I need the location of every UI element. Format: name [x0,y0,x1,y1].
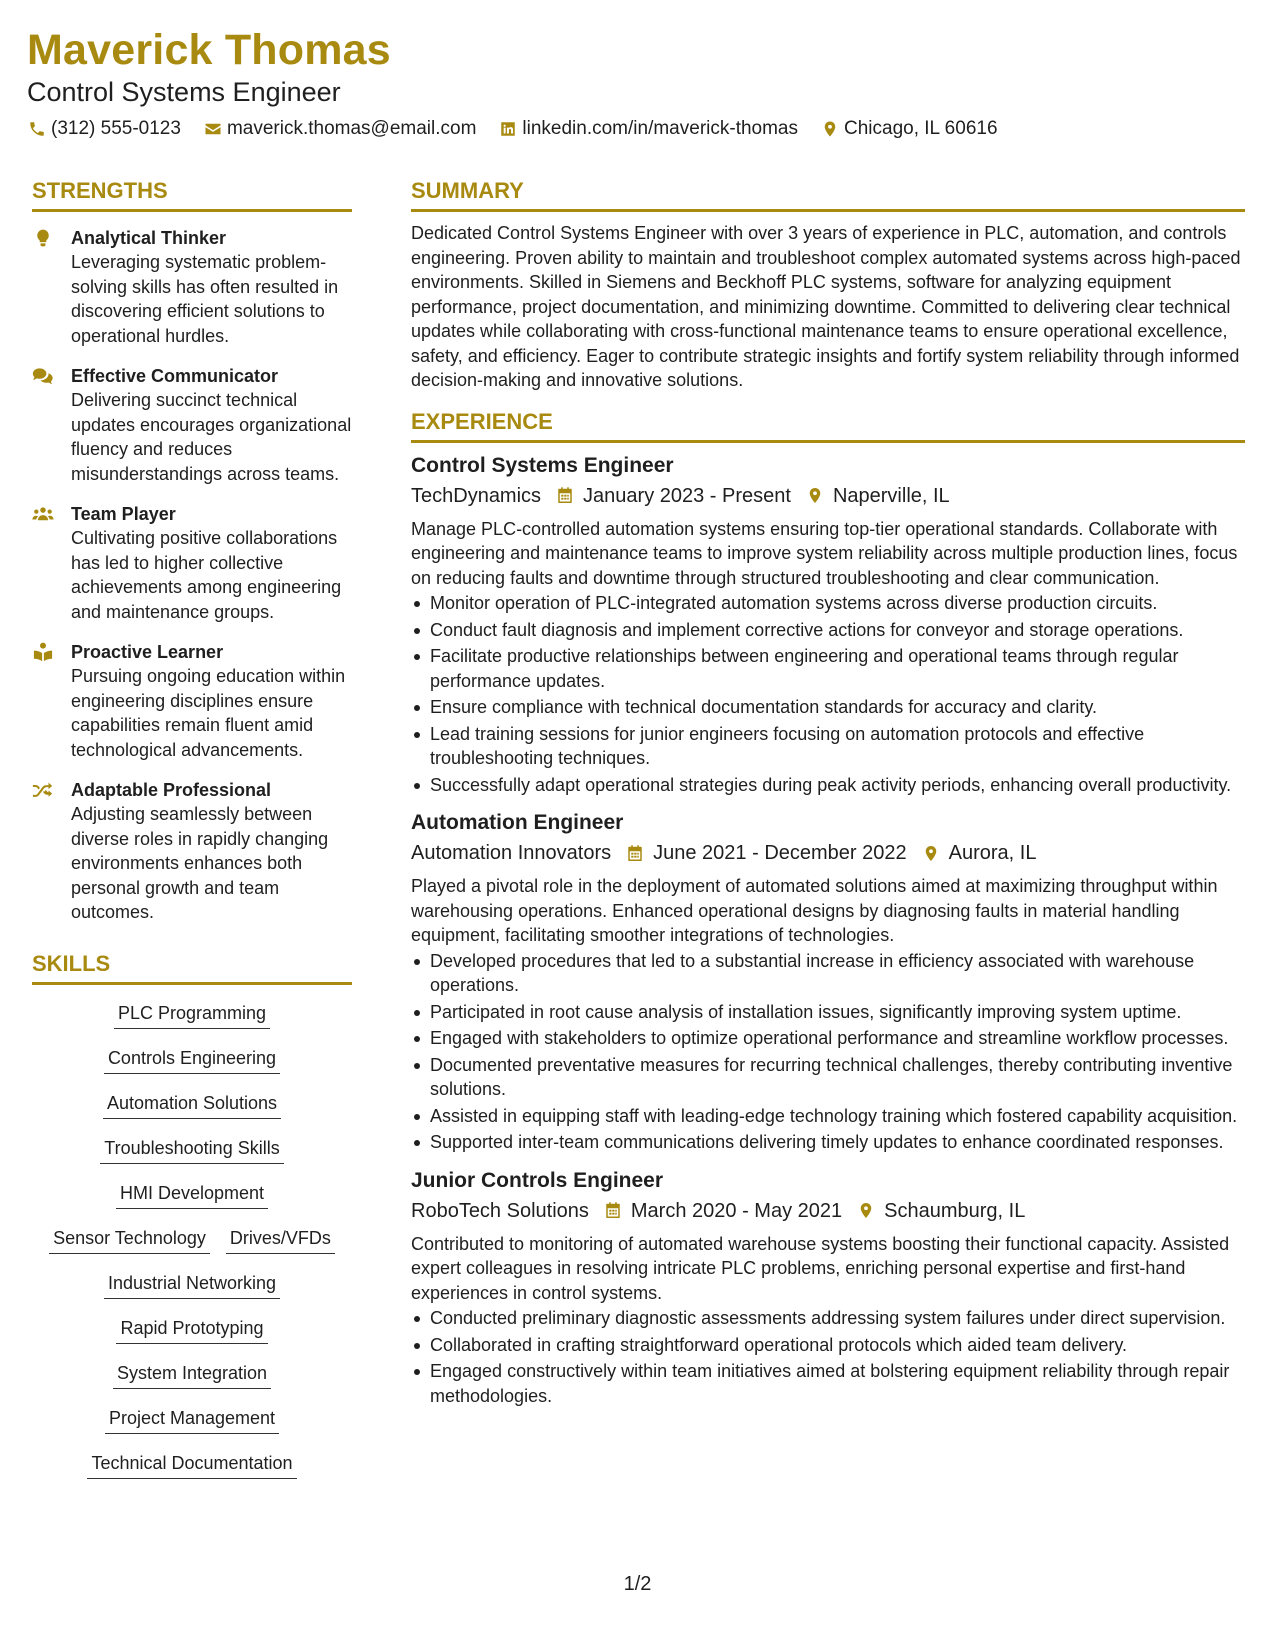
skill-tag: Sensor Technology [49,1226,210,1254]
book-reader-icon [32,640,71,762]
job-meta [411,482,1245,510]
skill-tag: Troubleshooting Skills [100,1136,283,1164]
linkedin-icon [498,119,518,139]
skill-row [105,1361,279,1389]
strength-item [32,502,352,624]
dates-text: June 2021 - December 2022 [653,842,907,864]
skill-row [106,1001,278,1029]
left-column [32,176,352,1496]
phone-text: (312) 555-0123 [51,118,181,139]
location-text: Chicago, IL 60616 [844,118,998,139]
company-name: TechDynamics [411,484,542,507]
job-company [411,1197,589,1225]
strengths-list [32,226,352,925]
strength-name: Effective Communicator [71,366,279,386]
job-location [921,839,1037,867]
job-entry [411,809,1245,1155]
summary-heading: SUMMARY [411,176,1245,212]
strength-item [32,226,352,348]
list-item: Facilitate productive relationships between engineering and operational teams through regular performance updates. [411,644,1245,693]
skill-tag: HMI Development [116,1181,268,1209]
chat-icon [32,364,71,486]
summary-text: Dedicated Control Systems Engineer with over 3 years of experience in PLC, automation, and controls engineering. Proven ability to maintain and troubleshoot complex automated systems across high-paced environments. Skilled in Siemens and Beckhoff PLC systems, software for analyzing equipment performance, project documentation, and minimizing downtime. Committed to delivering clear technical updates while collaborating with cross-functional maintenance teams to ensure operational excellence, safety, and efficiency. Eager to contribute strategic insights and fortify system reliability through informed decision-making and innovative solutions. [411,223,1241,390]
job-entry [411,452,1245,798]
job-location [856,1197,1025,1225]
job-bullets [411,591,1245,797]
candidate-name: Maverick Thomas [27,26,391,74]
strength-name: Team Player [71,504,176,524]
strength-desc: Adjusting seamlessly between diverse roles in rapidly changing environments enhances both personal growth and team outcomes. [71,804,329,922]
list-item: Ensure compliance with technical documentation standards for accuracy and clarity. [411,695,1245,720]
job-meta [411,839,1245,867]
contact-phone [27,118,181,140]
job-description: Contributed to monitoring of automated warehouse systems boosting their functional capacity. Assisted expert colleagues in resolving intricate PLC problems, enriching personal expertise and first-hand experiences in control systems. [411,1233,1230,1303]
list-item: Participated in root cause analysis of installation issues, significantly improving system uptime. [411,1000,1245,1025]
list-item: Developed procedures that led to a substantial increase in efficiency associated with warehouse operations. [411,949,1245,998]
skill-row [95,1091,289,1119]
dates-text: March 2020 - May 2021 [630,1199,843,1222]
company-name: Automation Innovators [411,842,612,864]
job-bullets [411,949,1245,1155]
strength-name: Proactive Learner [71,642,224,662]
skill-row [79,1451,304,1479]
location-text: Aurora, IL [948,842,1037,864]
list-item: Successfully adapt operational strategies during peak activity periods, enhancing overall productivity. [411,773,1245,798]
skill-row [108,1181,276,1209]
job-entry [411,1167,1245,1409]
job-dates [555,482,791,510]
page-number: 1/2 [623,1573,652,1595]
map-pin-icon [805,486,825,506]
map-pin-icon [921,843,941,863]
map-pin-icon [820,119,840,139]
job-location [805,482,950,510]
shuffle-icon [32,778,71,925]
job-dates [603,1197,842,1225]
candidate-title: Control Systems Engineer [27,77,341,107]
contact-email[interactable] [203,118,476,140]
job-company [411,839,611,867]
location-text: Naperville, IL [832,484,950,507]
strength-item [32,640,352,762]
contact-bar [27,118,1247,140]
strength-desc: Cultivating positive collaborations has led to higher collective achievements among engineering and maintenance groups. [71,528,342,622]
lightbulb-icon [32,226,71,348]
location-text: Schaumburg, IL [884,1199,1026,1222]
dates-text: January 2023 - Present [583,484,791,507]
list-item: Conducted preliminary diagnostic assessments addressing system failures under direct supervision. [411,1306,1245,1331]
map-pin-icon [856,1201,876,1221]
envelope-icon [203,119,223,139]
strengths-heading: STRENGTHS [32,176,352,212]
job-meta [411,1197,1245,1225]
list-item: Engaged constructively within team initiatives aimed at bolstering equipment reliability through repair methodologies. [411,1359,1245,1408]
strength-name: Adaptable Professional [71,780,272,800]
calendar-icon [555,486,575,506]
skill-tag: Controls Engineering [104,1046,280,1074]
strength-item [32,364,352,486]
email-link[interactable]: maverick.thomas@email.com [226,118,477,139]
calendar-icon [625,843,645,863]
company-name: RoboTech Solutions [411,1199,589,1222]
calendar-icon [603,1201,623,1221]
job-description: Manage PLC-controlled automation systems ensuring top-tier operational standards. Collaborate with engineering and maintenance teams to improve system reliability across multiple production lines, focus on reducing faults and downtime through structured troubleshooting and clear communication. [411,518,1238,588]
contact-location [820,118,998,140]
list-item: Engaged with stakeholders to optimize operational performance and streamline workflow processes. [411,1026,1245,1051]
skills-list [32,1001,352,1496]
list-item: Documented preventative measures for recurring technical challenges, thereby contributing inventive solutions. [411,1053,1245,1102]
skill-tag: Industrial Networking [104,1271,280,1299]
list-item: Assisted in equipping staff with leading-edge technology training which fostered capability acquisition. [411,1104,1245,1129]
skill-row [97,1406,287,1434]
experience-heading: EXPERIENCE [411,407,1245,443]
skill-tag: Rapid Prototyping [116,1316,267,1344]
resume-header [27,24,1247,140]
job-company [411,482,541,510]
skill-tag: Automation Solutions [103,1091,281,1119]
job-description: Played a pivotal role in the deployment of automated solutions aimed at maximizing throughput within warehousing operations. Enhanced operational designs by diagnosing faults in material handling equipment, facilitating smoother integrations of technologies. [411,876,1218,945]
skill-tag: Drives/VFDs [226,1226,335,1254]
linkedin-link[interactable]: linkedin.com/in/maverick-thomas [522,118,798,139]
job-bullets [411,1306,1245,1408]
users-icon [32,502,71,624]
phone-icon [27,119,47,139]
list-item: Supported inter-team communications delivering timely updates to enhance coordinated responses. [411,1130,1245,1155]
skill-tag: Technical Documentation [87,1451,296,1479]
skill-tag: Project Management [105,1406,279,1434]
skill-tag: System Integration [113,1361,271,1389]
strength-desc: Delivering succinct technical updates encourages organizational fluency and reduces misunderstandings across teams. [71,390,352,484]
job-title: Control Systems Engineer [411,453,674,477]
skills-heading: SKILLS [32,949,352,985]
strength-item [32,778,352,925]
skill-tag: PLC Programming [114,1001,270,1029]
skill-row [41,1226,343,1254]
list-item: Conduct fault diagnosis and implement corrective actions for conveyor and storage operations. [411,618,1245,643]
list-item: Monitor operation of PLC-integrated automation systems across diverse production circuits. [411,591,1245,616]
list-item: Lead training sessions for junior engineers focusing on automation protocols and effective troubleshooting techniques. [411,722,1245,771]
job-title: Junior Controls Engineer [411,1168,664,1192]
job-title: Automation Engineer [411,811,624,834]
list-item: Collaborated in crafting straightforward operational protocols which aided team delivery. [411,1333,1245,1358]
contact-linkedin[interactable] [498,118,798,140]
strength-name: Analytical Thinker [71,228,227,248]
job-dates [625,839,907,867]
skill-row [108,1316,275,1344]
skill-row [96,1046,288,1074]
skill-row [92,1136,291,1164]
skill-row [96,1271,288,1299]
right-column [411,176,1245,1410]
strength-desc: Leveraging systematic problem-solving skills has often resulted in discovering efficient solutions to operational hurdles. [71,252,339,346]
strength-desc: Pursuing ongoing education within engineering disciplines ensure capabilities remain fluent amid technological advancements. [71,666,346,760]
